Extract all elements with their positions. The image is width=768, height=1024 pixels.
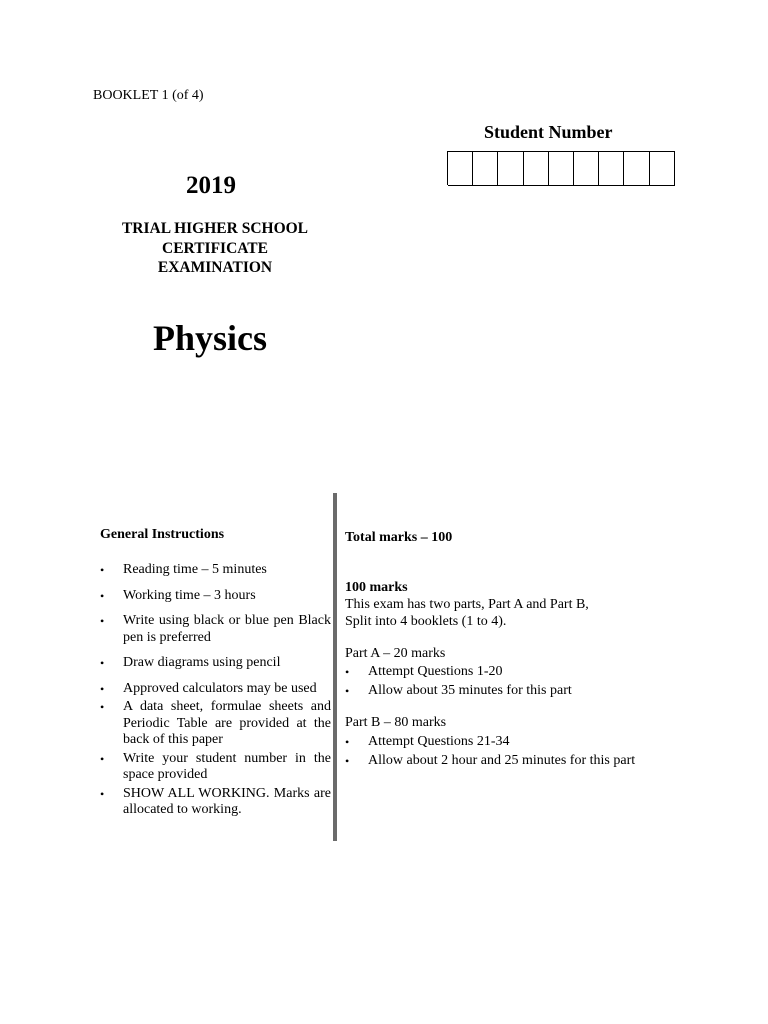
part-b-list bbox=[345, 734, 688, 769]
bullet-icon: • bbox=[345, 735, 350, 749]
exam-year: 2019 bbox=[186, 172, 236, 199]
student-number-digit-box-2[interactable] bbox=[473, 151, 498, 186]
bullet-icon: • bbox=[100, 588, 105, 603]
column-divider bbox=[333, 493, 337, 841]
bullet-icon: • bbox=[100, 786, 105, 801]
part-b-heading: Part B – 80 marks bbox=[345, 715, 447, 730]
bullet-icon: • bbox=[100, 656, 105, 670]
student-number-digit-box-9[interactable] bbox=[650, 151, 675, 186]
bullet-icon: • bbox=[100, 563, 105, 577]
bullet-icon: • bbox=[100, 681, 105, 696]
marks-subheading: 100 marks bbox=[345, 580, 408, 595]
part-a-item: • Allow about 35 minutes for this part bbox=[345, 682, 572, 698]
instruction-item: • Working time – 3 hours bbox=[100, 587, 256, 603]
student-number-digit-box-6[interactable] bbox=[574, 151, 599, 186]
exam-structure-intro bbox=[345, 597, 645, 630]
instruction-item: • Write your student number in the space provided bbox=[100, 750, 331, 782]
student-number-label: Student Number bbox=[484, 122, 613, 142]
student-number-digit-box-4[interactable] bbox=[524, 151, 549, 186]
general-instructions-list bbox=[100, 562, 331, 819]
exam-title-line-1: TRIAL HIGHER SCHOOL bbox=[121, 220, 309, 237]
intro-line-2: Split into 4 booklets (1 to 4). bbox=[345, 613, 507, 629]
instruction-item: • Reading time – 5 minutes bbox=[100, 562, 267, 577]
subject-title: Physics bbox=[153, 318, 268, 358]
intro-line-1: This exam has two parts, Part A and Part B, bbox=[345, 597, 589, 612]
booklet-label: BOOKLET 1 (of 4) bbox=[93, 88, 204, 103]
exam-title-line-2: CERTIFICATE bbox=[162, 239, 268, 257]
part-b-item: • Allow about 2 hour and 25 minutes for this part bbox=[345, 752, 636, 768]
general-instructions-heading: General Instructions bbox=[100, 527, 225, 542]
part-a-item: • Attempt Questions 1-20 bbox=[345, 664, 503, 679]
student-number-digit-box-1[interactable] bbox=[448, 151, 473, 186]
student-number-digit-box-5[interactable] bbox=[549, 151, 574, 186]
part-b-item: • Attempt Questions 21-34 bbox=[345, 734, 510, 749]
exam-title-line-3: EXAMINATION bbox=[157, 259, 273, 276]
total-marks-heading: Total marks – 100 bbox=[345, 530, 453, 545]
student-number-boxes bbox=[447, 151, 675, 185]
bullet-icon: • bbox=[100, 614, 105, 628]
student-number-digit-box-8[interactable] bbox=[624, 151, 649, 186]
student-number-digit-box-7[interactable] bbox=[599, 151, 624, 186]
bullet-icon: • bbox=[100, 700, 105, 714]
bullet-icon: • bbox=[345, 665, 350, 679]
student-number-digit-box-3[interactable] bbox=[498, 151, 523, 186]
exam-title bbox=[95, 219, 335, 278]
bullet-icon: • bbox=[100, 751, 105, 766]
instruction-item: • A data sheet, formulae sheets and Periodic Table are provided at the back of this paper bbox=[100, 699, 331, 747]
instruction-item: • Approved calculators may be used bbox=[100, 680, 317, 696]
instruction-item: • Draw diagrams using pencil bbox=[100, 655, 281, 670]
instruction-item: • Write using black or blue pen Black pen is preferred bbox=[100, 613, 331, 645]
part-a-heading: Part A – 20 marks bbox=[345, 646, 446, 661]
instruction-item: • SHOW ALL WORKING. Marks are allocated to working. bbox=[100, 785, 331, 817]
part-a-list bbox=[345, 664, 688, 699]
bullet-icon: • bbox=[345, 753, 350, 768]
bullet-icon: • bbox=[345, 683, 350, 698]
